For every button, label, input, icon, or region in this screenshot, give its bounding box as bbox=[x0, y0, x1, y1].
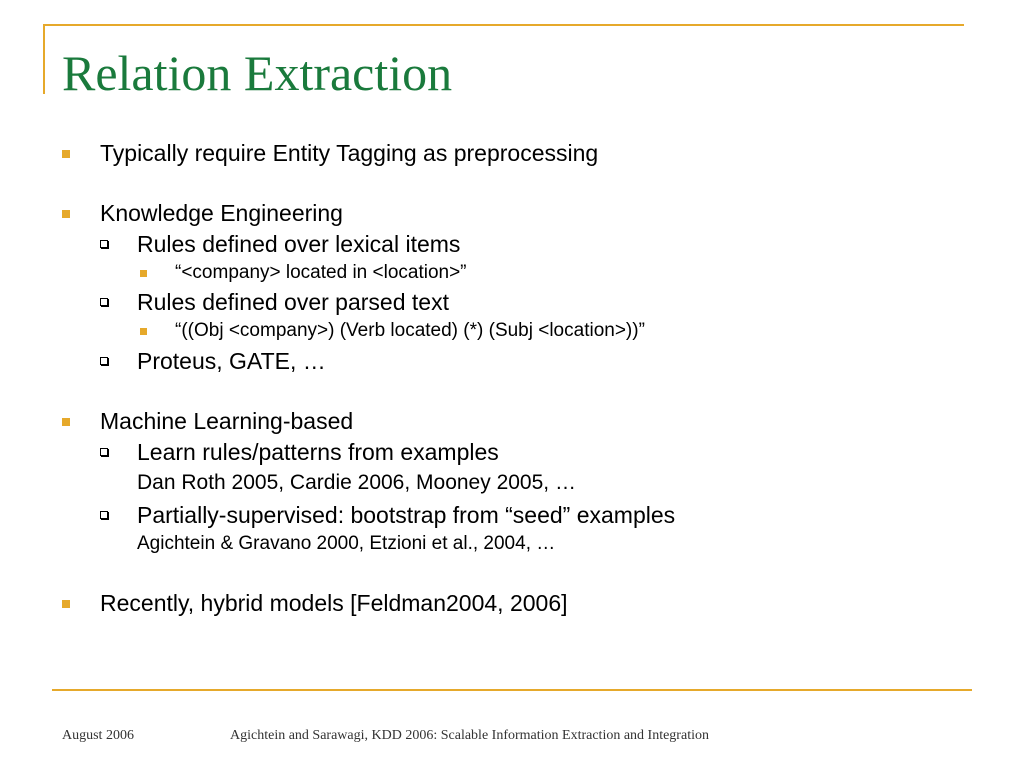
bullet-entity-tagging: Typically require Entity Tagging as preprocessing bbox=[100, 140, 599, 166]
bullet-hybrid-models: Recently, hybrid models [Feldman2004, 2006] bbox=[100, 590, 568, 616]
bullet-machine-learning: Machine Learning-based bbox=[100, 408, 354, 434]
footer-source: Agichtein and Sarawagi, KDD 2006: Scalable Information Extraction and Integration bbox=[230, 728, 709, 743]
hollow-square-bullet-icon bbox=[100, 240, 108, 248]
square-bullet-icon bbox=[62, 150, 70, 158]
square-bullet-icon bbox=[140, 270, 147, 277]
bottom-accent-rule bbox=[52, 689, 972, 691]
sub-bullet-partially-supervised-citations: Agichtein & Gravano 2000, Etzioni et al., 2004, … bbox=[137, 533, 556, 554]
sub-sub-bullet-lexical-pattern: “<company> located in <location>” bbox=[175, 262, 467, 283]
top-accent-rule bbox=[44, 24, 964, 26]
sub-sub-bullet-parsed-pattern: “((Obj <company>) (Verb located) (*) (Subj <location>))” bbox=[175, 320, 645, 341]
hollow-square-bullet-icon bbox=[100, 448, 108, 456]
sub-bullet-partially-supervised: Partially-supervised: bootstrap from “seed” examples bbox=[137, 502, 676, 528]
sub-bullet-tools: Proteus, GATE, … bbox=[137, 348, 326, 374]
square-bullet-icon bbox=[62, 600, 70, 608]
hollow-square-bullet-icon bbox=[100, 357, 108, 365]
sub-bullet-lexical-rules: Rules defined over lexical items bbox=[137, 231, 461, 257]
square-bullet-icon bbox=[140, 328, 147, 335]
slide-title: Relation Extraction bbox=[62, 45, 453, 101]
bullet-knowledge-engineering: Knowledge Engineering bbox=[100, 200, 343, 226]
hollow-square-bullet-icon bbox=[100, 298, 108, 306]
sub-bullet-parsed-rules: Rules defined over parsed text bbox=[137, 289, 449, 315]
sub-bullet-learn-rules: Learn rules/patterns from examples bbox=[137, 439, 499, 465]
square-bullet-icon bbox=[62, 418, 70, 426]
hollow-square-bullet-icon bbox=[100, 511, 108, 519]
footer-date: August 2006 bbox=[62, 728, 134, 743]
left-accent-rule bbox=[43, 24, 45, 94]
sub-bullet-learn-rules-citations: Dan Roth 2005, Cardie 2006, Mooney 2005, … bbox=[137, 471, 576, 494]
square-bullet-icon bbox=[62, 210, 70, 218]
